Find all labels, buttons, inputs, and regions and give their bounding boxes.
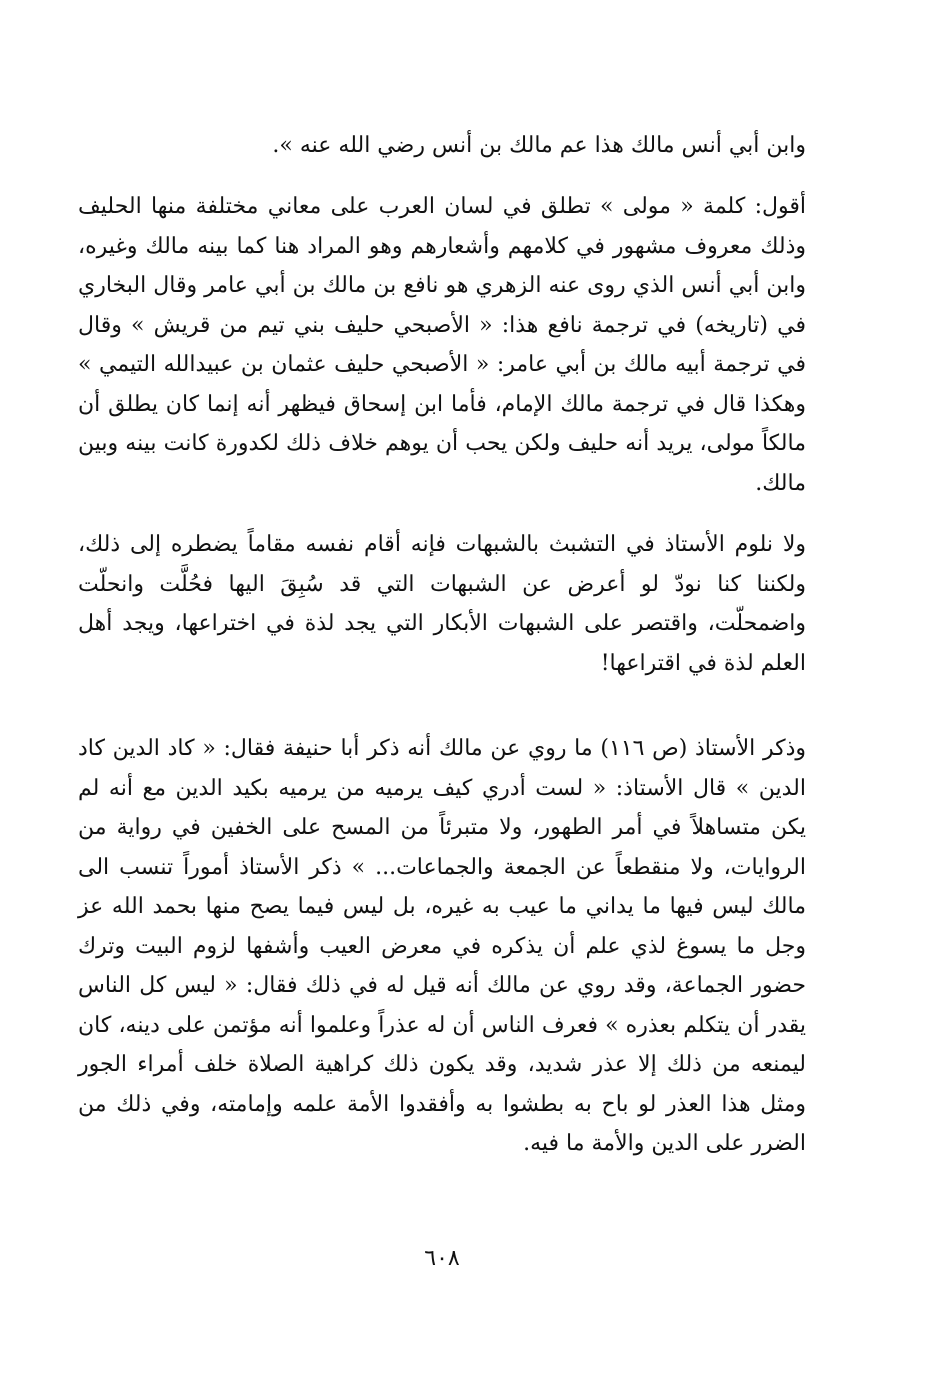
book-page [78,112,806,1292]
paragraph-mawla-meaning: أقول: كلمة « مولى » تطلق في لسان العرب على معاني مختلفة منها الحليف وذلك معروف مشهور في كلامهم وأشعارهم وهو المراد هنا كما بينه مالك وغيره، وابن أبي أنس الذي روى عنه الزهري هو نافع بن مالك بن أبي عامر وقال البخاري في (تاريخه) في ترجمة نافع هذا: « الأصبحي حليف بني تيم من قريش » وقال في ترجمة أبيه مالك بن أبي عامر: « الأصبحي حليف عثمان بن عبيدالله التيمي » وهكذا قال في ترجمة مالك الإمام، فأما ابن إسحاق فيظهر أنه إنما كان يطلق أن مالكاً مولى، يريد أنه حليف ولكن يحب أن يوهم خلاف ذلك لكدورة كانت بينه وبين مالك. [78,194,806,496]
paragraph-kad-al-din: وذكر الأستاذ (ص ١١٦) ما روي عن مالك أنه ذكر أبا حنيفة فقال: « كاد الدين كاد الدين » قال الأستاذ: « لست أدري كيف يرميه من يرميه بكيد الدين مع أنه لم يكن متساهلاً في أمر الطهور، ولا متبرئاً من المسح على الخفين في رواية من الروايات، ولا منقطعاً عن الجمعة والجماعات... » ذكر الأستاذ أموراً تنسب الى مالك ليس فيها ما يداني ما عيب به غيره، بل ليس فيما يصح منها بحمد الله عز وجل ما يسوغ لذي علم أن يذكره في معرض العيب وأشفها لزوم البيت وترك حضور الجماعة، وقد روي عن مالك أنه قيل له في ذلك فقال: « ليس كل الناس يقدر أن يتكلم بعذره » فعرف الناس أن له عذراً وعلموا أنه مؤتمن على دينه، كان ليمنعه من ذلك إلا عذر شديد، وقد يكون ذلك كراهية الصلاة خلف أمراء الجور ومثل هذا العذر لو باح به بطشوا به وأفقدوا الأمة علمه وإمامته، وفي ذلك من الضرر على الدين والأمة ما فيه. [78,736,806,1156]
paragraph-quote-end: وابن أبي أنس مالك هذا عم مالك بن أنس رضي الله عنه ». [272,133,806,158]
page-number: ٦٠٨ [424,1246,460,1271]
paragraph-shubuhat: ولا نلوم الأستاذ في التشبث بالشبهات فإنه أقام نفسه مقاماً يضطره إلى ذلك، ولكننا كنا نودّ لو أعرض عن الشبهات التي قد سُبِقَ اليها فحُلَّت وانحلّت واضمحلّت، واقتصر على الشبهات الأبكار التي يجد لذة في اختراعها، ويجد أهل العلم لذة في اقتراعها! [78,532,806,676]
